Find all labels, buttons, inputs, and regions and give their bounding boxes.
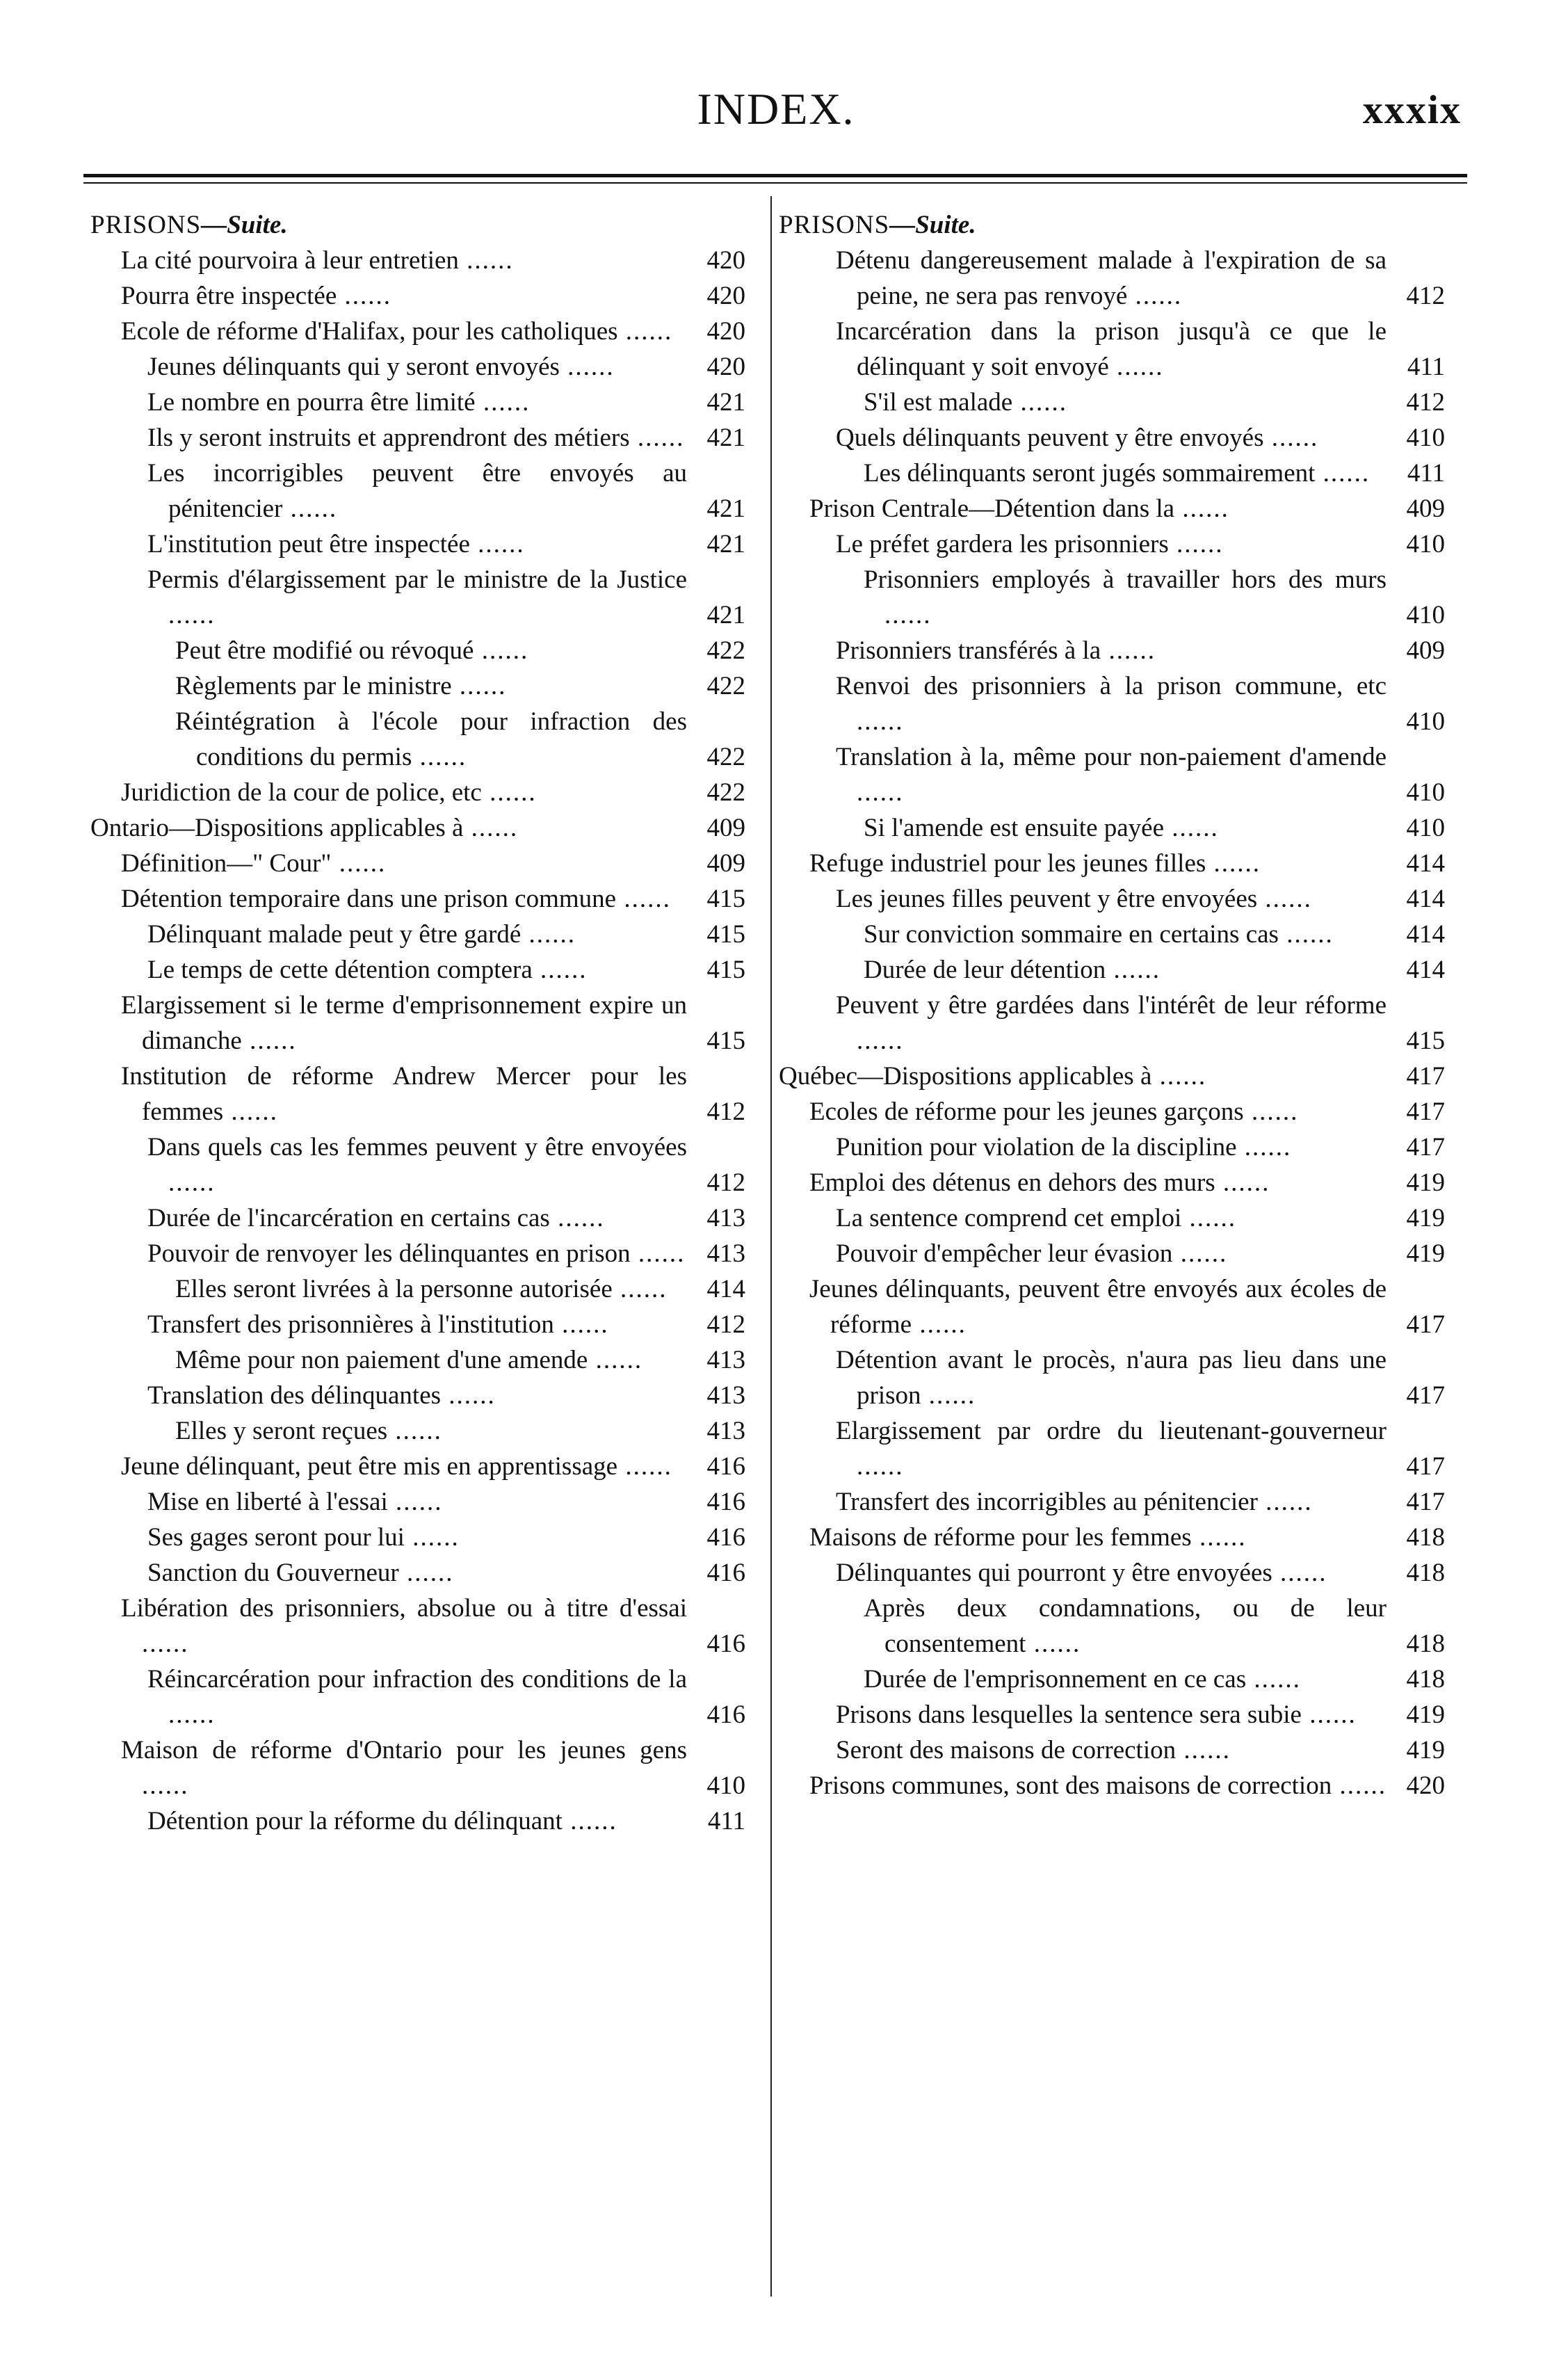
index-entry: [90, 1129, 745, 1200]
dot-leader: ......: [1174, 495, 1229, 523]
dot-leader: ......: [857, 1452, 904, 1481]
index-entry: [90, 1484, 745, 1520]
dot-leader: ......: [588, 1346, 643, 1374]
index-entry: [779, 668, 1445, 739]
index-entry-page: 412: [1406, 282, 1445, 310]
dot-leader: ......: [412, 743, 467, 771]
index-entry-text: Institution de réforme Andrew Mercer pour les femmes: [121, 1062, 687, 1126]
index-entry-text: Transfert des incorrigibles au pénitencier: [836, 1488, 1258, 1516]
index-entry: [779, 1697, 1445, 1732]
index-entry-text: Le préfet gardera les prisonniers: [836, 530, 1169, 558]
index-entry-page: 415: [1406, 1027, 1445, 1055]
index-entry-text: Libération des prisonniers, absolue ou à titre d'essai: [121, 1594, 687, 1623]
index-entry-page: 412: [706, 1310, 745, 1339]
index-entry: [779, 739, 1445, 810]
index-entry: [779, 1413, 1445, 1484]
dot-leader: ......: [1172, 1239, 1228, 1268]
index-entry-text: Permis d'élargissement par le ministre de la Justice: [147, 565, 687, 594]
index-entry-page: 413: [706, 1381, 745, 1410]
index-entry: [779, 314, 1445, 385]
index-entry-page: 412: [706, 1168, 745, 1197]
index-entry-page: 421: [706, 424, 745, 452]
index-entry-page: 422: [706, 636, 745, 665]
index-entry: [779, 1059, 1445, 1094]
index-entry-text: Jeune délinquant, peut être mis en apprentissage: [121, 1452, 618, 1481]
index-entry-page: 421: [706, 495, 745, 523]
dot-leader: ......: [857, 778, 904, 807]
index-entry: [779, 526, 1445, 562]
index-entry-page: 414: [706, 1275, 745, 1303]
index-entry: [90, 1342, 745, 1378]
index-entry-page: 417: [1406, 1310, 1445, 1339]
index-entry-page: 419: [1406, 1204, 1445, 1232]
index-entry-page: 418: [1406, 1665, 1445, 1694]
dot-leader: ......: [1215, 1168, 1270, 1197]
index-entry-page: 410: [706, 1771, 745, 1800]
index-entry-page: 422: [706, 743, 745, 771]
index-entry: [779, 1768, 1445, 1803]
dot-leader: ......: [857, 707, 904, 736]
index-entry-text: Transfert des prisonnières à l'institution: [147, 1310, 554, 1339]
index-entry: [90, 1803, 745, 1839]
index-entry-page: 410: [1406, 424, 1445, 452]
heading-suffix: —Suite.: [201, 211, 288, 239]
index-entry-text: Quels délinquants peuvent y être envoyés: [836, 424, 1264, 452]
dot-leader: ......: [612, 1275, 668, 1303]
index-entry-page: 421: [706, 530, 745, 558]
index-entry-page: 409: [1406, 495, 1445, 523]
index-entry-page: 420: [706, 317, 745, 346]
index-entry-page: 410: [1406, 530, 1445, 558]
index-entry-page: 416: [706, 1700, 745, 1729]
index-entry: [90, 704, 745, 775]
index-entry-text: Prison Centrale—Détention dans la: [809, 495, 1175, 523]
index-entry: [90, 668, 745, 704]
index-entry-text: Elargissement si le terme d'emprisonnement expire un dimanche: [121, 991, 687, 1055]
index-entry: [779, 633, 1445, 668]
index-entry-text: Incarcération dans la prison jusqu'à ce que le délinquant y soit envoyé: [836, 317, 1387, 381]
index-entry: [90, 1200, 745, 1236]
index-entry-text: Les délinquants seront jugés sommairement: [864, 459, 1316, 488]
index-entry: [779, 1484, 1445, 1520]
index-entry-text: Réincarcération pour infraction des conditions de la: [147, 1665, 687, 1694]
page-number: xxxix: [1362, 87, 1462, 132]
index-entry-page: 414: [1406, 885, 1445, 913]
dot-leader: ......: [1246, 1665, 1301, 1694]
dot-leader: ......: [469, 530, 525, 558]
dot-leader: ......: [884, 601, 932, 629]
index-entry-page: 420: [706, 282, 745, 310]
index-entry-page: 412: [706, 1097, 745, 1126]
dot-leader: ......: [1108, 353, 1164, 381]
dot-leader: ......: [474, 636, 529, 665]
index-entry: [90, 456, 745, 526]
dot-leader: ......: [1278, 920, 1334, 949]
index-entry-text: Prisons communes, sont des maisons de correction: [809, 1771, 1332, 1800]
index-entry: [90, 917, 745, 952]
dot-leader: ......: [282, 495, 338, 523]
index-entry-page: 420: [706, 246, 745, 275]
index-entry-page: 417: [1406, 1062, 1445, 1091]
dot-leader: ......: [617, 1452, 672, 1481]
index-entry-page: 414: [1406, 920, 1445, 949]
index-entry-text: Québec—Dispositions applicables à: [779, 1062, 1152, 1091]
index-entry: [90, 243, 745, 278]
dot-leader: ......: [912, 1310, 967, 1339]
dot-leader: ......: [1236, 1133, 1292, 1161]
index-entry-page: 413: [706, 1204, 745, 1232]
heading-label: PRISONS: [90, 211, 202, 239]
index-entry: [779, 491, 1445, 526]
index-entry-page: 421: [706, 601, 745, 629]
index-entry-text: Renvoi des prisonniers à la prison commune, etc: [836, 672, 1387, 700]
index-entry-text: Pouvoir d'empêcher leur évasion: [836, 1239, 1173, 1268]
dot-leader: ......: [223, 1097, 278, 1126]
dot-leader: ......: [337, 282, 391, 310]
index-entry-page: 415: [706, 920, 745, 949]
dot-leader: ......: [629, 424, 685, 452]
dot-leader: ......: [1301, 1700, 1357, 1729]
dot-leader: ......: [1272, 1559, 1327, 1587]
index-entry-text: Maison de réforme d'Ontario pour les jeunes gens: [121, 1736, 687, 1764]
index-entry: [779, 952, 1445, 988]
dot-leader: ......: [562, 1807, 617, 1835]
index-entry-text: Détention temporaire dans une prison commune: [121, 885, 617, 913]
index-entry-text: Ecoles de réforme pour les jeunes garçons: [809, 1097, 1244, 1126]
index-entry-text: Elargissement par ordre du lieutenant-gouverneur: [836, 1417, 1387, 1445]
index-entry-text: Délinquantes qui pourront y être envoyées: [836, 1559, 1272, 1587]
dot-leader: ......: [1315, 459, 1371, 488]
dot-leader: ......: [441, 1381, 496, 1410]
index-entry: [90, 1378, 745, 1413]
index-entry: [90, 278, 745, 314]
index-entry: [779, 1732, 1445, 1768]
index-entry: [779, 562, 1445, 633]
index-entry-text: Translation des délinquantes: [147, 1381, 442, 1410]
index-entry-text: Le temps de cette détention comptera: [147, 956, 533, 984]
index-entry-text: Ecole de réforme d'Halifax, pour les catholiques: [121, 317, 618, 346]
index-entry: [779, 1236, 1445, 1271]
index-entry: [779, 846, 1445, 881]
index-entry: [90, 349, 745, 385]
dot-leader: ......: [1106, 956, 1161, 984]
dot-leader: ......: [1026, 1630, 1081, 1658]
index-entry-text: Dans quels cas les femmes peuvent y être envoyées: [147, 1133, 687, 1161]
index-entry-page: 414: [1406, 956, 1445, 984]
index-entry-page: 410: [1406, 707, 1445, 736]
dot-leader: ......: [532, 956, 588, 984]
index-entry-page: 419: [1406, 1239, 1445, 1268]
index-entry-page: 416: [706, 1452, 745, 1481]
index-entry: [779, 1555, 1445, 1591]
index-entry-page: 417: [1406, 1452, 1445, 1481]
dot-leader: ......: [553, 1310, 609, 1339]
index-entry: [779, 1200, 1445, 1236]
index-entry: [90, 562, 745, 633]
index-entry: [779, 1591, 1445, 1662]
index-entry-page: 421: [706, 388, 745, 417]
index-entry-text: Ontario—Dispositions applicables à: [90, 814, 464, 842]
index-entry: [779, 456, 1445, 491]
dot-leader: ......: [142, 1771, 189, 1800]
index-entry-text: Définition—" Cour": [121, 849, 332, 878]
index-entry-text: Translation à la, même pour non-paiement d'amende: [836, 743, 1387, 771]
index-entry: [90, 988, 745, 1059]
dot-leader: ......: [458, 246, 514, 275]
heading-suffix: —Suite.: [889, 211, 976, 239]
index-entry-page: 412: [1406, 388, 1445, 417]
index-entry: [779, 1094, 1445, 1129]
dot-leader: ......: [1243, 1097, 1299, 1126]
index-entry-text: Durée de l'incarcération en certains cas: [147, 1204, 550, 1232]
index-entry-page: 418: [1406, 1559, 1445, 1587]
index-entry-page: 418: [1406, 1630, 1445, 1658]
index-entry-page: 409: [706, 849, 745, 878]
index-entry-page: 417: [1406, 1133, 1445, 1161]
index-entry-page: 416: [706, 1523, 745, 1552]
dot-leader: ......: [1191, 1523, 1247, 1552]
index-entry: [90, 1449, 745, 1484]
right-column-heading: [779, 207, 1445, 243]
index-entry: [90, 810, 745, 846]
dot-leader: ......: [481, 778, 537, 807]
index-entry-page: 417: [1406, 1488, 1445, 1516]
index-entry-text: Détenu dangereusement malade à l'expiration de sa peine, ne sera pas renvoyé: [836, 246, 1387, 310]
index-entry-text: Mise en liberté à l'essai: [147, 1488, 388, 1516]
dot-leader: ......: [451, 672, 507, 700]
index-entry: [90, 633, 745, 668]
index-entry-page: 415: [706, 1027, 745, 1055]
index-entry: [779, 917, 1445, 952]
index-entry-page: 409: [706, 814, 745, 842]
header-rule-thin: [83, 182, 1467, 184]
dot-leader: ......: [463, 814, 519, 842]
index-entry-page: 413: [706, 1417, 745, 1445]
index-entry: [90, 385, 745, 420]
dot-leader: ......: [168, 1168, 216, 1197]
index-entry-page: 409: [1406, 636, 1445, 665]
index-entry-text: Pourra être inspectée: [121, 282, 337, 310]
index-entry: [779, 988, 1445, 1059]
dot-leader: ......: [1012, 388, 1067, 417]
index-entry-text: Délinquant malade peut y être gardé: [147, 920, 522, 949]
index-entry-page: 417: [1406, 1381, 1445, 1410]
dot-leader: ......: [1176, 1736, 1231, 1764]
index-entry: [90, 526, 745, 562]
index-entry-page: 414: [1406, 849, 1445, 878]
index-entry: [779, 810, 1445, 846]
index-entry: [90, 775, 745, 810]
index-entry: [779, 1520, 1445, 1555]
index-entry: [779, 1271, 1445, 1342]
index-entry: [779, 1165, 1445, 1200]
index-entry-text: Réintégration à l'école pour infraction des conditions du permis: [175, 707, 687, 771]
dot-leader: ......: [398, 1559, 454, 1587]
index-entry-text: Les incorrigibles peuvent être envoyés au pénitencier: [147, 459, 687, 523]
index-entry-page: 420: [706, 353, 745, 381]
index-entry: [90, 1662, 745, 1732]
heading-label: PRISONS: [779, 211, 890, 239]
dot-leader: ......: [1164, 814, 1219, 842]
index-entry-text: Pouvoir de renvoyer les délinquantes en prison: [147, 1239, 631, 1268]
index-entry-text: Sanction du Gouverneur: [147, 1559, 399, 1587]
index-entry-text: Le nombre en pourra être limité: [147, 388, 476, 417]
dot-leader: ......: [387, 1417, 442, 1445]
index-entry-text: La sentence comprend cet emploi: [836, 1204, 1182, 1232]
index-entry: [779, 243, 1445, 314]
index-entry-text: Jeunes délinquants qui y seront envoyés: [147, 353, 560, 381]
index-entry-page: 422: [706, 672, 745, 700]
index-entry-page: 416: [706, 1488, 745, 1516]
dot-leader: ......: [1101, 636, 1156, 665]
index-entry-page: 410: [1406, 601, 1445, 629]
index-entry-page: 415: [706, 885, 745, 913]
index-entry: [779, 385, 1445, 420]
index-entry-text: Seront des maisons de correction: [836, 1736, 1177, 1764]
index-entry-page: 418: [1406, 1523, 1445, 1552]
dot-leader: ......: [168, 1700, 216, 1729]
index-entry: [90, 1271, 745, 1307]
dot-leader: ......: [857, 1027, 904, 1055]
dot-leader: ......: [521, 920, 576, 949]
index-entry-page: 413: [706, 1346, 745, 1374]
column-divider: [770, 196, 772, 2297]
index-entry-page: 410: [1406, 778, 1445, 807]
index-entry-page: 422: [706, 778, 745, 807]
index-entry-text: Ils y seront instruits et apprendront des métiers: [147, 424, 630, 452]
index-entry: [90, 846, 745, 881]
dot-leader: ......: [1206, 849, 1261, 878]
index-entry-text: Elles seront livrées à la personne autorisée: [175, 1275, 613, 1303]
index-entry-text: Durée de l'emprisonnement en ce cas: [864, 1665, 1247, 1694]
index-entry-text: Peuvent y être gardées dans l'intérêt de leur réforme: [836, 991, 1387, 1020]
index-entry-text: Refuge industriel pour les jeunes filles: [809, 849, 1206, 878]
index-entry: [779, 881, 1445, 917]
index-entry-text: Prisonniers transférés à la: [836, 636, 1101, 665]
index-entry-text: Elles y seront reçues: [175, 1417, 388, 1445]
index-entry-text: Après deux condamnations, ou de leur consentement: [864, 1594, 1387, 1658]
index-entry-page: 420: [1406, 1771, 1445, 1800]
index-entry-page: 419: [1406, 1736, 1445, 1764]
index-entry: [90, 1413, 745, 1449]
dot-leader: ......: [549, 1204, 605, 1232]
dot-leader: ......: [559, 353, 615, 381]
index-entry: [90, 1307, 745, 1342]
dot-leader: ......: [331, 849, 387, 878]
dot-leader: ......: [630, 1239, 686, 1268]
page-title: INDEX.: [697, 84, 855, 134]
dot-leader: ......: [475, 388, 531, 417]
index-entry-text: Prisonniers employés à travailler hors des murs: [864, 565, 1387, 594]
dot-leader: ......: [1168, 530, 1224, 558]
index-entry: [90, 1059, 745, 1129]
index-entry-text: Prisons dans lesquelles la sentence sera subie: [836, 1700, 1302, 1729]
left-column-heading: [90, 207, 745, 243]
index-entry-text: Punition pour violation de la discipline: [836, 1133, 1237, 1161]
index-entry: [90, 1732, 745, 1803]
index-entry-text: Maisons de réforme pour les femmes: [809, 1523, 1192, 1552]
dot-leader: ......: [404, 1523, 460, 1552]
index-entry-text: Sur conviction sommaire en certains cas: [864, 920, 1279, 949]
dot-leader: ......: [1151, 1062, 1207, 1091]
index-entry: [90, 881, 745, 917]
header-rule-thick: [83, 174, 1467, 177]
index-entry-text: Peut être modifié ou révoqué: [175, 636, 474, 665]
dot-leader: ......: [1257, 885, 1312, 913]
dot-leader: ......: [616, 885, 671, 913]
index-entry-text: Règlements par le ministre: [175, 672, 452, 700]
index-entry: [779, 1662, 1445, 1697]
index-entry-text: Détention pour la réforme du délinquant: [147, 1807, 563, 1835]
left-column: [90, 207, 745, 1839]
index-entry: [90, 1555, 745, 1591]
index-entry-page: 411: [707, 1807, 745, 1835]
dot-leader: ......: [921, 1381, 976, 1410]
dot-leader: ......: [241, 1027, 297, 1055]
index-entry: [90, 952, 745, 988]
index-entry-text: Durée de leur détention: [864, 956, 1106, 984]
dot-leader: ......: [1332, 1771, 1387, 1800]
right-entries: [779, 243, 1445, 1803]
dot-leader: ......: [1257, 1488, 1313, 1516]
index-entry-page: 416: [706, 1559, 745, 1587]
index-entry-page: 413: [706, 1239, 745, 1268]
index-entry-text: Détention avant le procès, n'aura pas lieu dans une prison: [836, 1346, 1387, 1410]
index-entry: [779, 1129, 1445, 1165]
index-entry-page: 416: [706, 1630, 745, 1658]
index-entry: [90, 1591, 745, 1662]
index-entry-text: Emploi des détenus en dehors des murs: [809, 1168, 1215, 1197]
dot-leader: ......: [617, 317, 673, 346]
index-entry-text: Ses gages seront pour lui: [147, 1523, 405, 1552]
index-entry-text: L'institution peut être inspectée: [147, 530, 470, 558]
index-entry: [90, 314, 745, 349]
index-entry: [779, 1342, 1445, 1413]
index-entry-text: La cité pourvoira à leur entretien: [121, 246, 459, 275]
index-entry-text: Jeunes délinquants, peuvent être envoyés aux écoles de réforme: [809, 1275, 1387, 1339]
index-entry-page: 419: [1406, 1168, 1445, 1197]
index-entry-page: 411: [1407, 459, 1445, 488]
dot-leader: ......: [1181, 1204, 1236, 1232]
index-entry-page: 415: [706, 956, 745, 984]
dot-leader: ......: [1127, 282, 1183, 310]
index-entry-page: 419: [1406, 1700, 1445, 1729]
left-entries: [90, 243, 745, 1839]
index-entry-text: Si l'amende est ensuite payée: [864, 814, 1165, 842]
index-entry-page: 411: [1407, 353, 1445, 381]
dot-leader: ......: [387, 1488, 443, 1516]
dot-leader: ......: [142, 1630, 189, 1658]
index-entry-page: 410: [1406, 814, 1445, 842]
index-entry-text: Même pour non paiement d'une amende: [175, 1346, 588, 1374]
right-column: [779, 207, 1445, 1803]
index-entry-text: S'il est malade: [864, 388, 1013, 417]
index-entry-page: 417: [1406, 1097, 1445, 1126]
dot-leader: ......: [1263, 424, 1319, 452]
index-entry: [90, 420, 745, 456]
index-entry: [90, 1520, 745, 1555]
index-entry: [90, 1236, 745, 1271]
index-entry: [779, 420, 1445, 456]
index-entry-text: Juridiction de la cour de police, etc: [121, 778, 482, 807]
index-entry-text: Les jeunes filles peuvent y être envoyées: [836, 885, 1258, 913]
dot-leader: ......: [168, 601, 216, 629]
